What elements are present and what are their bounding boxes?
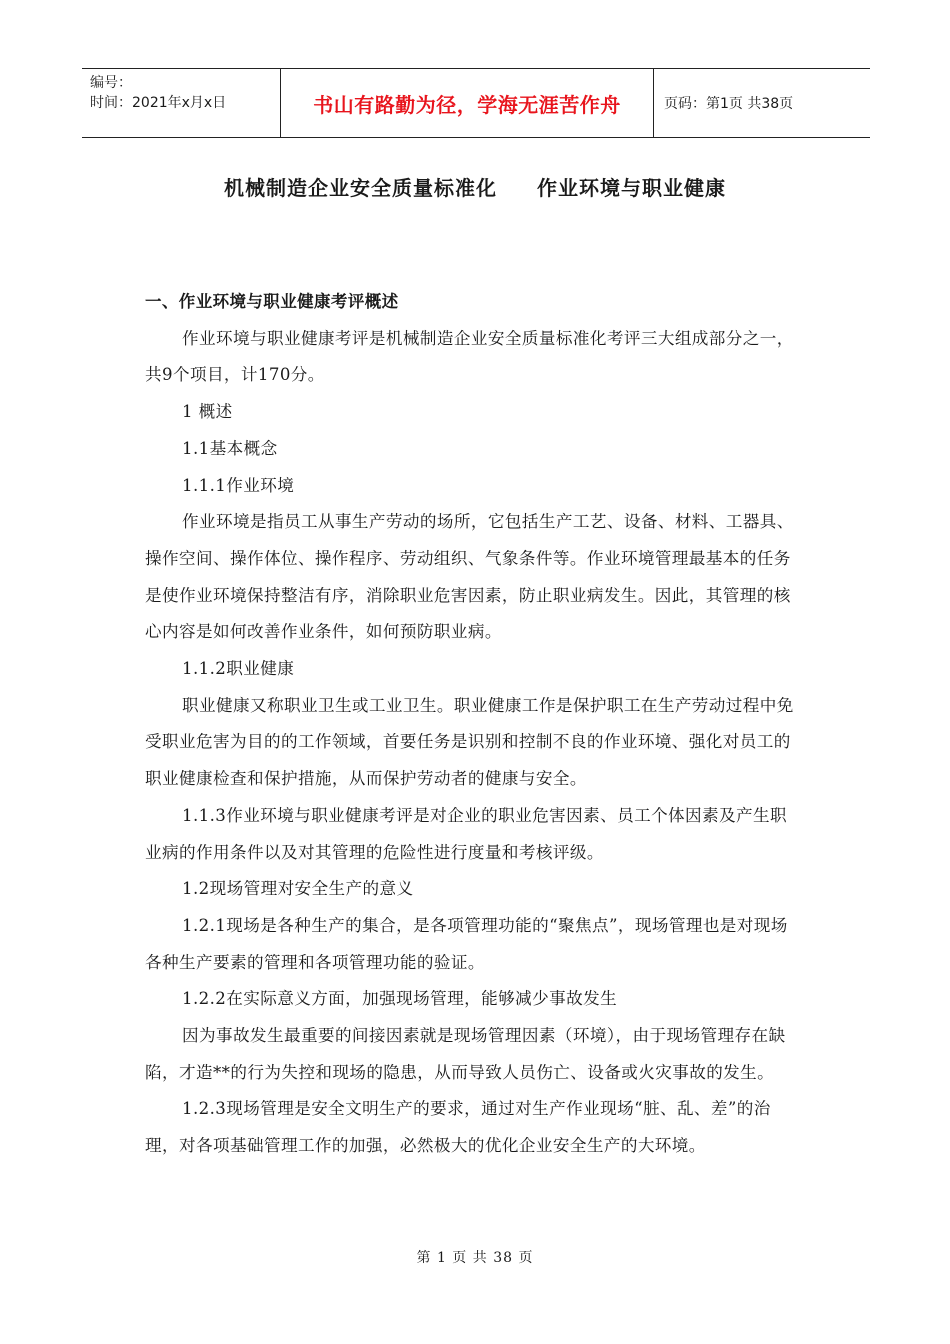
- page-header: [82, 68, 870, 138]
- document-title: [0, 172, 950, 201]
- document-title-main: 机械制造企业安全质量标准化: [224, 176, 497, 200]
- page-footer: 第 1 页 共 38 页: [416, 1250, 534, 1266]
- serial-label: 编号：: [90, 75, 132, 91]
- subheading: 1.1基本概念: [182, 438, 278, 458]
- header-motto: 书山有路勤为径，学海无涯苦作舟: [280, 69, 654, 137]
- subheading: 1.1.1作业环境: [182, 475, 295, 495]
- subheading: 1 概述: [182, 402, 233, 422]
- header-meta: [82, 69, 280, 137]
- section-heading: 一、作业环境与职业健康考评概述: [145, 292, 399, 311]
- paragraph: 因为事故发生最重要的间接因素就是现场管理因素（环境），由于现场管理存在缺陷，才造**的行为失控和现场的隐患，从而导致人员伤亡、设备或火灾事故的发生。: [145, 1026, 786, 1082]
- paragraph: 作业环境是指员工从事生产劳动的场所，它包括生产工艺、设备、材料、工器具、操作空间、操作体位、操作程序、劳动组织、气象条件等。作业环境管理最基本的任务是使作业环境保持整洁有序，消除职业危害因素，防止职业病发生。因此，其管理的核心内容是如何改善作业条件，如何预防职业病。: [145, 512, 794, 642]
- paragraph: 职业健康又称职业卫生或工业卫生。职业健康工作是保护职工在生产劳动过程中免受职业危害为目的的工作领域，首要任务是识别和控制不良的作业环境、强化对员工的职业健康检查和保护措施，从而保护劳动者的健康与安全。: [145, 695, 794, 789]
- document-title-sub: 作业环境与职业健康: [537, 176, 726, 200]
- time-label: 时间：2021年x月x日: [90, 95, 227, 111]
- header-page-info: 页码：第1页 共38页: [664, 96, 794, 112]
- paragraph: 作业环境与职业健康考评是机械制造企业安全质量标准化考评三大组成部分之一，共9个项目，计170分。: [145, 328, 794, 385]
- subheading: 1.1.2职业健康: [182, 659, 295, 679]
- document-body: [145, 284, 800, 1165]
- subheading: 1.2.2在实际意义方面，加强现场管理，能够减少事故发生: [182, 989, 618, 1009]
- paragraph: 1.1.3作业环境与职业健康考评是对企业的职业危害因素、员工个体因素及产生职业病的作用条件以及对其管理的危险性进行度量和考核评级。: [145, 805, 788, 862]
- subheading: 1.2现场管理对安全生产的意义: [182, 879, 414, 899]
- paragraph: 1.2.3现场管理是安全文明生产的要求，通过对生产作业现场“脏、乱、差”的治理，对各项基础管理工作的加强，必然极大的优化企业安全生产的大环境。: [145, 1099, 771, 1156]
- paragraph: 1.2.1现场是各种生产的集合，是各项管理功能的“聚焦点”，现场管理也是对现场各种生产要素的管理和各项管理功能的验证。: [145, 915, 788, 972]
